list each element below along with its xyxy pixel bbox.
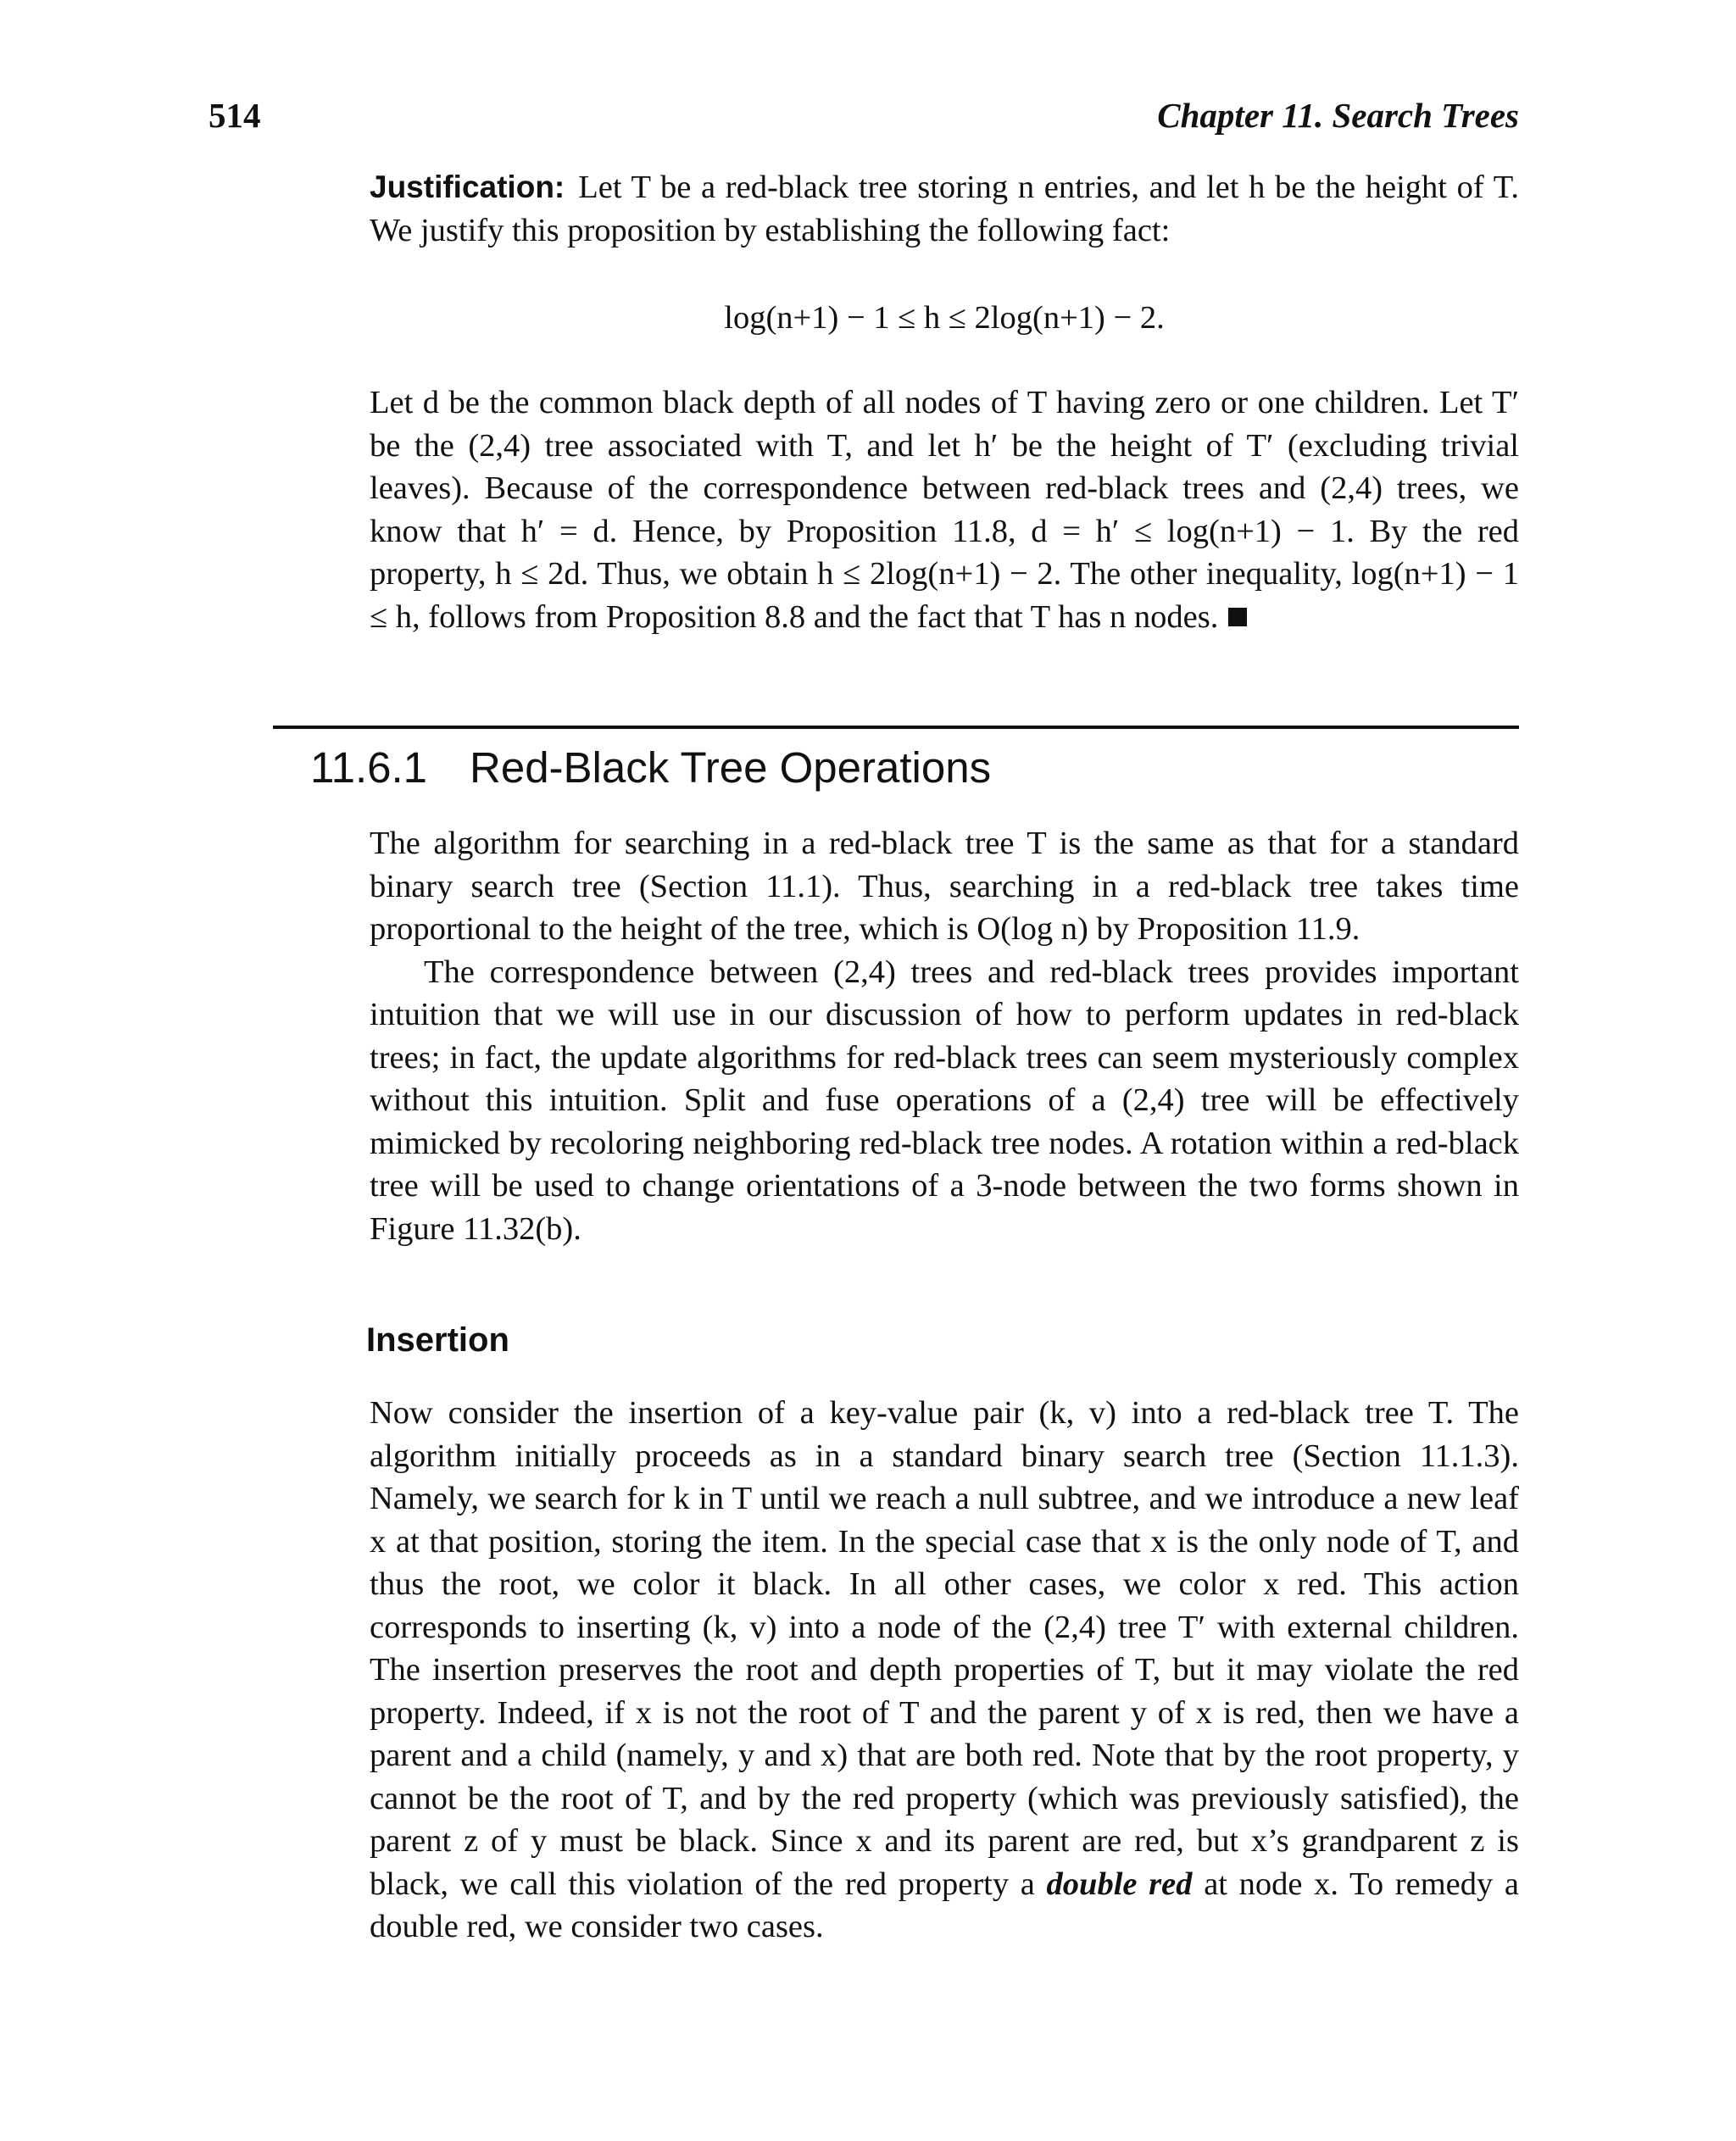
justification-label: Justification: (370, 170, 565, 204)
section-heading (310, 742, 1519, 793)
justification-text: Let T be a red-black tree storing n entries, and let h be the height of T. We justify this proposition by establishing the following fact: (370, 170, 1519, 248)
insertion-paragraph-tail: at node x. To remedy a double red, we consider two cases. (370, 1866, 1519, 1944)
running-head (209, 95, 1519, 142)
section-body (370, 822, 1519, 1250)
page-number: 514 (209, 96, 261, 135)
section-paragraph-2: The correspondence between (2,4) trees and red-black trees provides important intuition that we will use in our discussion of how to perform updates in red-black trees; in fact, the update algorithms for red-black trees can seem mysteriously complex without this intuition. Split and fuse operations of a (2,4) tree will be effectively mimicked by recoloring neighboring red-black tree nodes. A rotation within a red-black tree will be used to change orientations of a 3-node between the two forms shown in Figure 11.32(b). (370, 954, 1519, 1247)
justification-intro (370, 166, 1519, 252)
display-equation: log(n+1) − 1 ≤ h ≤ 2log(n+1) − 2. (724, 300, 1165, 336)
chapter-title: Chapter 11. Search Trees (1157, 96, 1519, 135)
insertion-paragraph: Now consider the insertion of a key-value pair (k, v) into a red-black tree T. The algorithm initially proceeds as in a standard binary search tree (Section 11.1.3). Namely, we search for k in T until we reach a null subtree, and we introduce a new leaf x at that position, storing the item. In the special case that x is the only node of T, and thus the root, we color it black. In all other cases, we color x red. This action corresponds to inserting (k, v) into a node of the (2,4) tree T′ with external children. The insertion preserves the root and depth properties of T, but it may violate the red property. Indeed, if x is not the root of T and the parent y of x is red, then we have a parent and a child (namely, y and x) that are both red. Note that by the root property, y cannot be the root of T, and by the red property (which was previously satisfied), the parent z of y must be black. Since x and its parent are red, but x’s grandparent z is black, we call this violation of the red property a (370, 1395, 1519, 1902)
section-number: 11.6.1 (310, 743, 428, 792)
insertion-heading: Insertion (366, 1321, 509, 1359)
qed-square-icon (1228, 608, 1247, 626)
double-red-term: double red (1046, 1866, 1193, 1902)
section-rule (273, 726, 1519, 729)
justification-body (370, 381, 1519, 638)
justification-paragraph: Let d be the common black depth of all nodes of T having zero or one children. Let T′ be the (2,4) tree associated with T, and let h′ be the height of T′ (excluding trivial leaves). Because of the correspondence between red-black trees and (2,4) trees, we know that h′ = d. Hence, by Proposition 11.8, d = h′ ≤ log(n+1) − 1. By the red property, h ≤ 2d. Thus, we obtain h ≤ 2log(n+1) − 2. The other inequality, log(n+1) − 1 ≤ h, follows from Proposition 8.8 and the fact that T has n nodes. (370, 385, 1519, 635)
insertion-body (370, 1392, 1519, 1949)
section-title: Red-Black Tree Operations (470, 743, 992, 792)
section-paragraph-1: The algorithm for searching in a red-black tree T is the same as that for a standard binary search tree (Section 11.1). Thus, searching in a red-black tree takes time proportional to the height of the tree, which is O(log n) by Proposition 11.9. (370, 826, 1519, 947)
